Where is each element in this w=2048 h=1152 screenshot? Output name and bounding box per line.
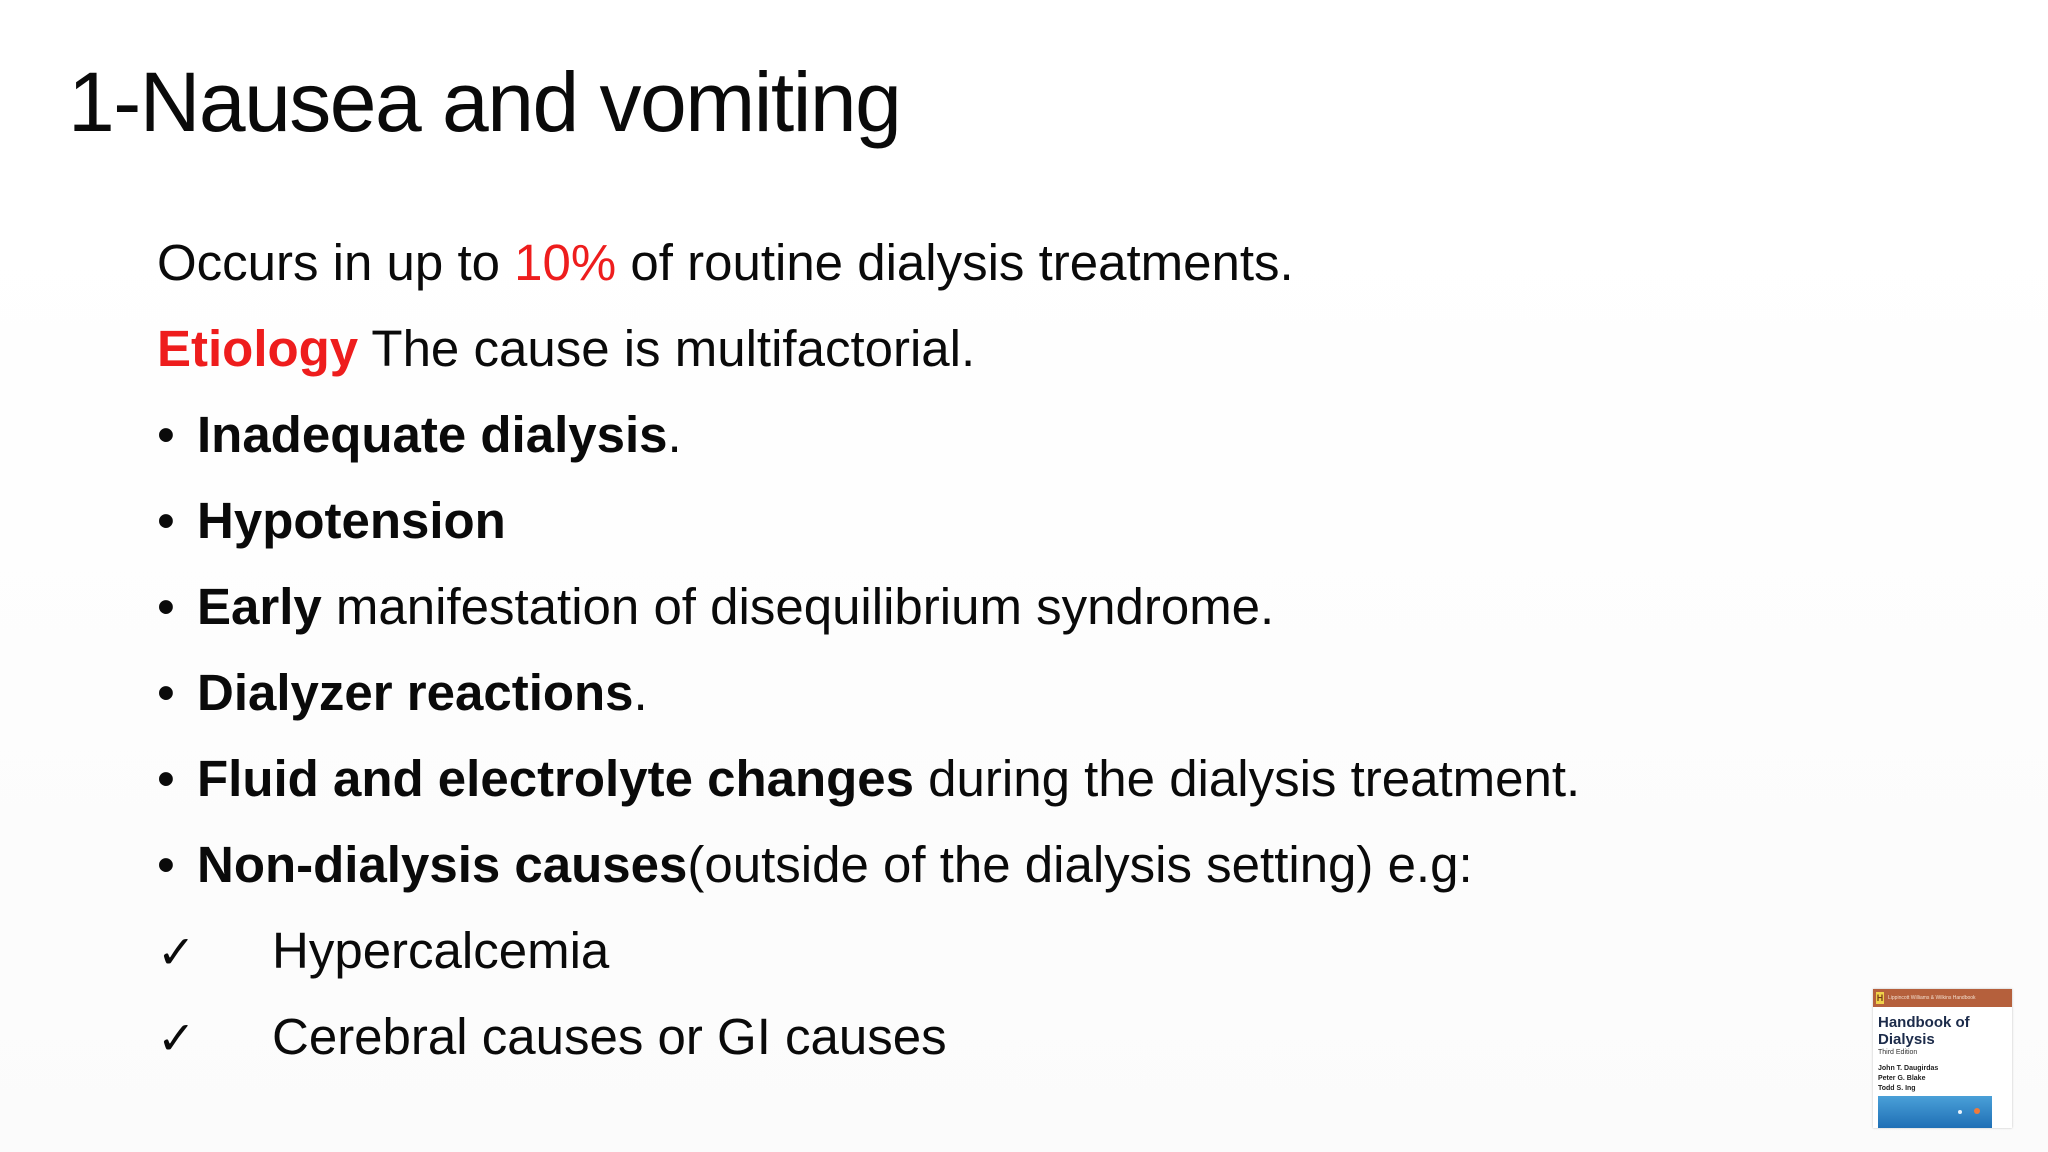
publisher-logo-icon: H [1876,993,1884,1003]
check-item [157,1002,1717,1088]
slide-body [157,228,1717,1088]
check-text: Cerebral causes or GI causes [272,1008,947,1065]
checkmark-icon: ✓ [157,1011,196,1065]
bullet-bold: Early [197,578,322,635]
book-cover-art [1878,1096,1992,1128]
book-publisher: Lippincott Williams & Wilkins Handbook [1888,995,1976,1001]
book-author: Peter G. Blake [1878,1075,1926,1082]
book-author: John T. Daugirdas [1878,1065,1939,1072]
bullet-marker: • [157,578,175,635]
bullet-item [157,830,1717,916]
cover-art-dot [1974,1108,1980,1114]
bullet-item [157,744,1717,830]
bullet-bold: Inadequate dialysis [197,406,668,463]
book-title-line: Handbook of [1878,1014,1970,1031]
etiology-line [157,314,1717,400]
check-text: Hypercalcemia [272,922,610,979]
book-title [1873,1007,2012,1048]
book-edition: Third Edition [1878,1049,1918,1056]
bullet-item [157,658,1717,744]
slide-title: 1-Nausea and vomiting [68,55,901,149]
cover-art-dot [1958,1110,1962,1114]
etiology-label: Etiology [157,320,359,377]
intro-highlight: 10% [514,234,617,291]
book-title-line: Dialysis [1878,1031,1935,1048]
book-publisher-band [1873,989,2012,1007]
intro-line [157,228,1717,314]
bullet-bold: Dialyzer reactions [197,664,634,721]
book-cover-thumbnail [1873,989,2012,1128]
book-author: Todd S. Ing [1878,1085,1916,1092]
bullet-rest: during the dialysis treatment. [914,750,1581,807]
bullet-rest: (outside of the dialysis setting) e.g: [687,836,1473,893]
bullet-item [157,572,1717,658]
bullet-marker: • [157,492,175,549]
bullet-rest: . [633,664,648,721]
bullet-marker: • [157,406,175,463]
bullet-bold: Hypotension [197,492,506,549]
bullet-bold: Non-dialysis causes [197,836,688,893]
intro-suffix: of routine dialysis treatments. [616,234,1294,291]
bullet-marker: • [157,664,175,721]
bullet-rest: . [667,406,682,463]
bullet-bold: Fluid and electrolyte changes [197,750,915,807]
bullet-item [157,486,1717,572]
book-authors [1873,1058,2012,1094]
bullet-marker: • [157,750,175,807]
intro-prefix: Occurs in up to [157,234,515,291]
etiology-text: The cause is multifactorial. [358,320,976,377]
bullet-rest: manifestation of disequilibrium syndrome. [321,578,1275,635]
check-item [157,916,1717,1002]
checkmark-icon: ✓ [157,925,196,979]
bullet-item [157,400,1717,486]
bullet-marker: • [157,836,175,893]
